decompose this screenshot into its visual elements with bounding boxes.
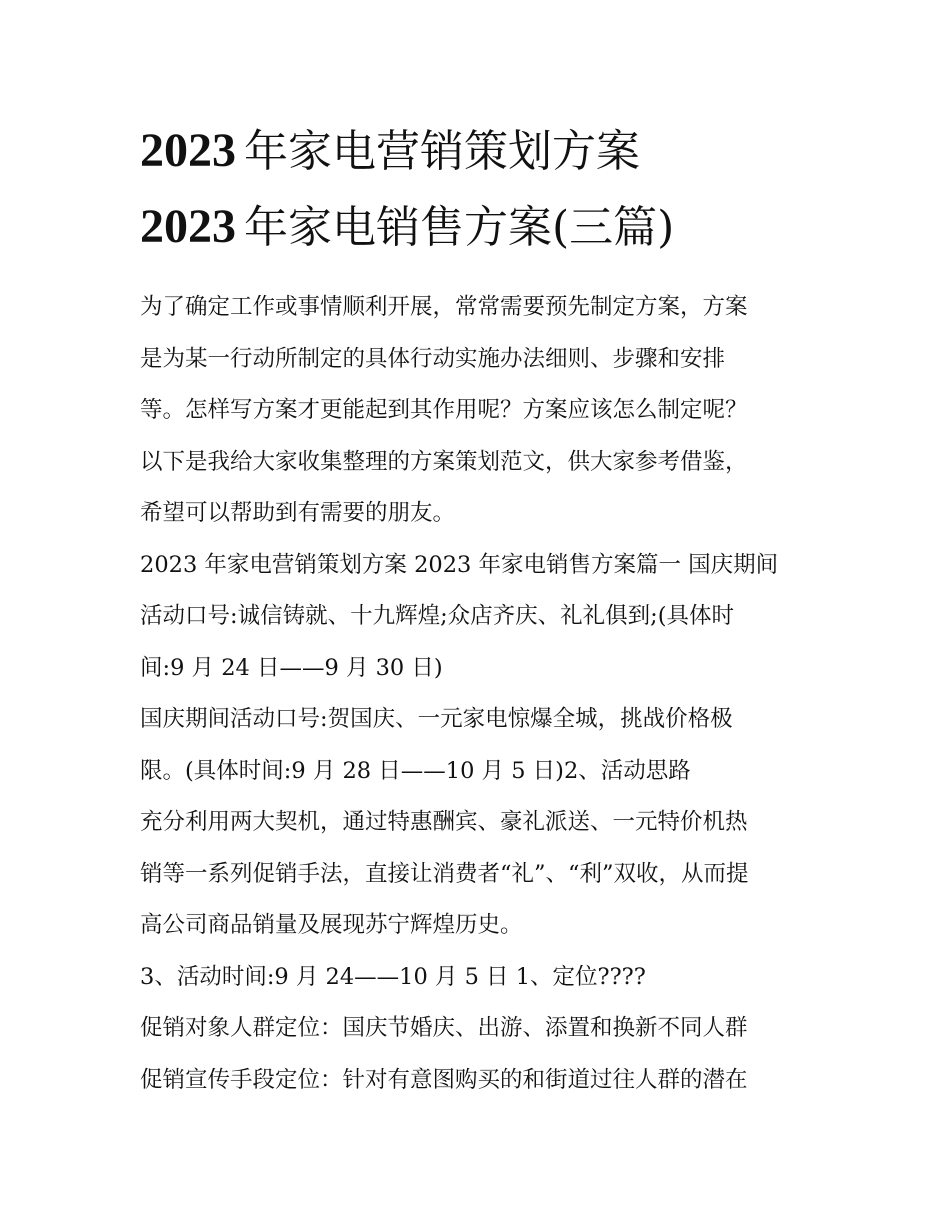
text-line: 促销宣传手段定位：针对有意图购买的和街道过往人群的潜在	[140, 1066, 748, 1093]
subtitle-year: 2023	[140, 200, 236, 253]
text-line: 销等一系列促销手法，直接让消费者“礼”、“利”双收，从而提	[140, 860, 749, 887]
text-line: 是为某一行动所制定的具体行动实施办法细则、步骤和安排	[140, 345, 726, 372]
paragraph	[140, 952, 820, 1004]
text-line: 等。怎样写方案才更能起到其作用呢？方案应该怎么制定呢？	[140, 397, 748, 423]
title-text: 年家电营销策划方案	[244, 126, 640, 177]
paragraph	[140, 1003, 820, 1106]
subtitle-text: 年家电销售方案(三篇)	[244, 202, 675, 253]
text-line: 充分利用两大契机，通过特惠酬宾、豪礼派送、一元特价机热	[140, 809, 748, 835]
title-year: 2023	[140, 124, 236, 177]
text-line: 促销对象人群定位：国庆节婚庆、出游、添置和换新不同人群	[140, 1015, 748, 1041]
text-line: 为了确定工作或事情顺利开展，常常需要预先制定方案，方案	[140, 294, 748, 320]
text-line: 国庆期间活动口号:贺国庆、一元家电惊爆全城，挑战价格极	[140, 706, 733, 732]
text-line: 3、活动时间:9 月 24——10 月 5 日 1、定位????	[140, 963, 646, 990]
text-line: 希望可以帮助到有需要的朋友。	[140, 500, 456, 526]
text-line: 高公司商品销量及展现苏宁辉煌历史。	[140, 912, 523, 938]
paragraph	[140, 694, 820, 797]
text-line: 限。(具体时间:9 月 28 日——10 月 5 日)2、活动思路	[140, 757, 691, 784]
document-title	[140, 124, 640, 177]
text-line: 活动口号:诚信铸就、十九辉煌;众店齐庆、礼礼俱到;(具体时	[140, 603, 735, 629]
text-line: 2023 年家电营销策划方案 2023 年家电销售方案篇一 国庆期间	[140, 551, 779, 578]
paragraph	[140, 797, 820, 952]
text-line: 间:9 月 24 日——9 月 30 日)	[140, 654, 443, 681]
document-subtitle	[140, 200, 675, 253]
document-body	[140, 282, 820, 1106]
paragraph	[140, 282, 820, 540]
text-line: 以下是我给大家收集整理的方案策划范文，供大家参考借鉴，	[140, 448, 748, 475]
paragraph	[140, 540, 820, 695]
